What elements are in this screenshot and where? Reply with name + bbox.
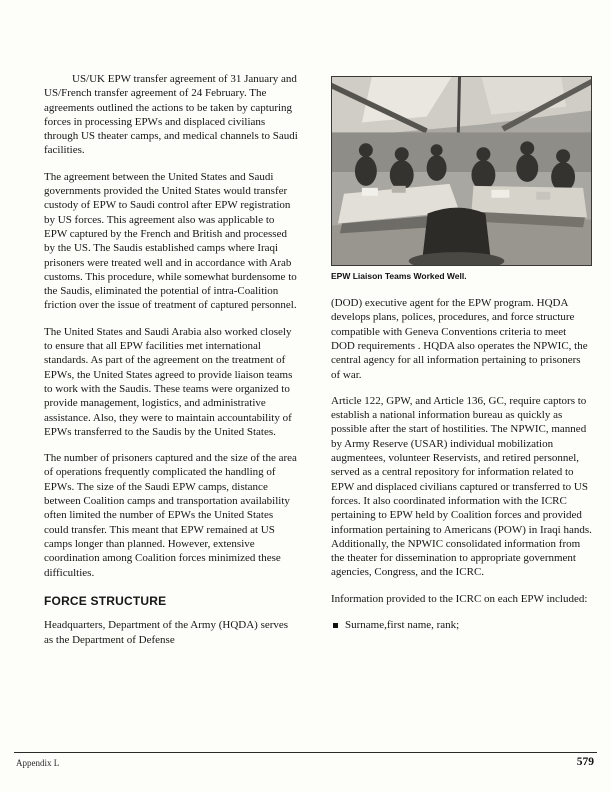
left-column	[44, 72, 298, 659]
paragraph-dod-agent: (DOD) executive agent for the EPW program. HQDA develops plans, polices, procedures, and force structure compatible with Geneva Conventions criteria to meet DOD requirements . HQDA also operates the NPWIC, the central agency for all information pertaining to prisoners of war.	[331, 297, 588, 381]
epw-liaison-photo	[331, 76, 592, 266]
paragraph-liaison-teams: The United States and Saudi Arabia also worked closely to ensure that all EPW facilities met international standards. As part of the agreement on the treatment of EPWs, the United States agreed to provide liaison teams to work with the Saudis. These teams were organized to provide management, logistics, and administrative assistance. Also, they were to maintain accountability of EPWs transferred to the Saudis by the United States.	[44, 325, 293, 438]
photo-caption: EPW Liaison Teams Worked Well.	[331, 271, 467, 281]
list-item-surname	[331, 618, 592, 632]
bullet-text: Surname,first name, rank;	[345, 618, 460, 631]
right-column	[331, 76, 592, 632]
section-heading-force-structure: FORCE STRUCTURE	[44, 593, 167, 608]
footer-rule	[14, 752, 597, 753]
epw-photo-figure	[331, 76, 592, 282]
footer-appendix-label: Appendix L	[16, 758, 60, 768]
footer-page-number: 579	[576, 756, 594, 768]
paragraph-hqda: Headquarters, Department of the Army (HQDA) serves as the Department of Defense	[44, 619, 289, 646]
bullet-square-icon	[333, 623, 338, 628]
paragraph-transfer-agreements: US/UK EPW transfer agreement of 31 January and US/French transfer agreement of 24 February. The agreements outlined the actions to be taken by capturing forces in processing EPWs and displaced civilians through US theater camps, and medical channels to Saudi facilities.	[44, 73, 298, 157]
paragraph-icrc-intro: Information provided to the ICRC on each EPW included:	[331, 592, 588, 605]
paragraph-article-122: Article 122, GPW, and Article 136, GC, require captors to establish a national information bureau as quickly as possible after the start of hostilities. The NPWIC, manned by Army Reserve (USAR) individual mobilization augmentees, volunteer Reservists, and retired personnel, served as a central repository for information related to EPW and displaced civilians captured or transferred to US forces. It also coordinated information with the ICRC pertaining to EPW held by Coalition forces and provided information pertaining to Americans (POW) in Iraqi hands. Additionally, the NPWIC consolidated information from the theater for dissemination to appropriate government agencies, Congress, and the ICRC.	[331, 394, 592, 579]
paragraph-us-saudi-agreement: The agreement between the United States and Saudi governments provided the United States would transfer custody of EPW to Saudi control after EPW registration by US forces. This agreement also was applicable to EPW captured by the French and British and processed by the US. The Saudis established camps where Iraqi prisoners were treated well and in accordance with Arab customs. This procedure, while somewhat burdensome to the Saudis, eliminated the potential of intra-Coalition friction over the issue of treatment of captured personnel.	[44, 170, 297, 312]
paragraph-prisoner-numbers: The number of prisoners captured and the size of the area of operations frequently complicated the handling of EPWs. The size of the Saudi EPW camps, distance between Coalition camps and transportation availability often limited the number of EPWs the United States could transfer. This meant that EPW remained at US camps longer than planned. However, extensive coordination among Coalition forces minimized these difficulties.	[44, 452, 297, 579]
